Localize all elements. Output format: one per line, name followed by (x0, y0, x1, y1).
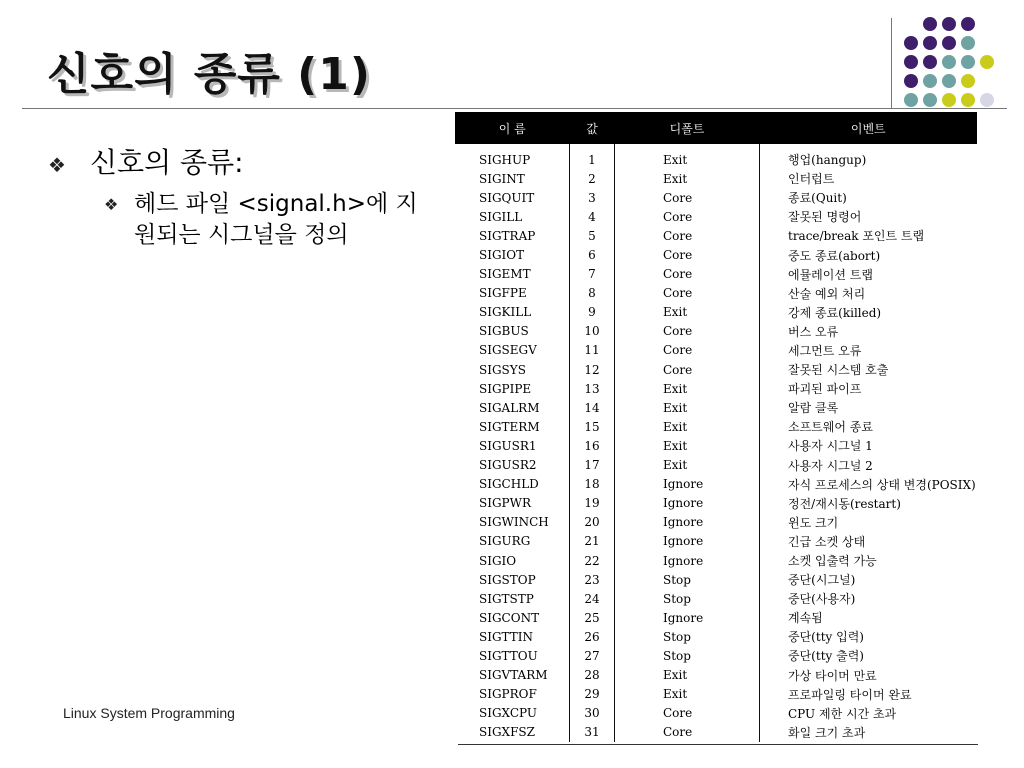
table-row (455, 417, 977, 436)
signal-value-cell: 25 (570, 608, 615, 627)
signal-name-cell: SIGUSR2 (479, 458, 537, 473)
decorative-dot (942, 36, 956, 50)
signal-event-cell: 윈도 크기 (788, 515, 839, 530)
decorative-dot (904, 93, 918, 107)
decorative-dot (980, 93, 994, 107)
signal-event-cell: 사용자 시그널 1 (788, 439, 873, 454)
signal-event-cell: 자식 프로세스의 상태 변경(POSIX) (788, 477, 976, 492)
signal-value-cell: 26 (570, 627, 615, 646)
signal-default-cell: Exit (615, 456, 760, 475)
signal-event-cell: 세그먼트 오류 (788, 343, 862, 358)
signal-default-cell: Core (615, 341, 760, 360)
signal-default-cell: Stop (615, 627, 760, 646)
signal-event-cell: 중단(사용자) (788, 592, 856, 607)
table-row (455, 570, 977, 589)
signal-value-cell: 13 (570, 379, 615, 398)
signal-name-cell: SIGFPE (479, 286, 527, 301)
signal-default-cell: Stop (615, 570, 760, 589)
signal-default-cell: Core (615, 360, 760, 379)
table-row (455, 646, 977, 665)
signal-name-cell: SIGPWR (479, 496, 531, 511)
bullet-item (48, 145, 428, 181)
signal-name-cell: SIGTRAP (479, 228, 536, 243)
table-row (455, 303, 977, 322)
signal-default-cell: Stop (615, 589, 760, 608)
header-event: 이벤트 (760, 112, 978, 144)
signal-default-cell: Core (615, 704, 760, 723)
signal-event-cell: 버스 오류 (788, 324, 839, 339)
signal-value-cell: 2 (570, 169, 615, 188)
signal-name-cell: SIGIO (479, 553, 517, 568)
signal-name-cell: SIGBUS (479, 324, 529, 339)
signal-event-cell: 종료(Quit) (788, 191, 847, 206)
table-row (455, 341, 977, 360)
decorative-dot (942, 17, 956, 31)
signal-event-cell: 인터럽트 (788, 172, 835, 187)
signal-event-cell: 프로파일링 타이머 완료 (788, 687, 912, 702)
signal-name-cell: SIGTERM (479, 419, 540, 434)
table-body (455, 144, 977, 742)
table-row (455, 589, 977, 608)
signal-name-cell: SIGURG (479, 534, 531, 549)
signal-event-cell: 중단(tty 출력) (788, 649, 864, 664)
table-row (455, 513, 977, 532)
signal-value-cell: 30 (570, 704, 615, 723)
signal-default-cell: Ignore (615, 513, 760, 532)
signal-value-cell: 17 (570, 456, 615, 475)
signal-table (455, 112, 977, 742)
table-row (455, 398, 977, 417)
signal-event-cell: 산술 예외 처리 (788, 286, 866, 301)
signal-value-cell: 27 (570, 646, 615, 665)
signal-default-cell: Exit (615, 303, 760, 322)
table-row (455, 207, 977, 226)
signal-default-cell: Stop (615, 646, 760, 665)
signal-value-cell: 11 (570, 341, 615, 360)
signal-name-cell: SIGCONT (479, 610, 540, 625)
signal-event-cell: 사용자 시그널 2 (788, 458, 873, 473)
signal-name-cell: SIGKILL (479, 305, 532, 320)
signal-value-cell: 7 (570, 265, 615, 284)
signal-name-cell: SIGEMT (479, 267, 531, 282)
signal-default-cell: Exit (615, 398, 760, 417)
signal-event-cell: 행업(hangup) (788, 153, 867, 168)
signal-value-cell: 15 (570, 417, 615, 436)
signal-value-cell: 10 (570, 322, 615, 341)
signal-name-cell: SIGHUP (479, 152, 531, 167)
signal-value-cell: 21 (570, 532, 615, 551)
decorative-dot (961, 55, 975, 69)
table-row (455, 265, 977, 284)
signal-value-cell: 31 (570, 723, 615, 742)
header-default: 디폴트 (615, 112, 760, 144)
table-row (455, 284, 977, 303)
signal-value-cell: 19 (570, 494, 615, 513)
signal-default-cell: Exit (615, 169, 760, 188)
signal-default-cell: Ignore (615, 608, 760, 627)
table-row (455, 456, 977, 475)
signal-event-cell: 소켓 입출력 가능 (788, 554, 877, 569)
decorative-dot (961, 36, 975, 50)
decorative-dot (961, 17, 975, 31)
signal-value-cell: 5 (570, 226, 615, 245)
signal-name-cell: SIGUSR1 (479, 438, 537, 453)
signal-event-cell: 중단(시그널) (788, 573, 856, 588)
vertical-divider (891, 18, 892, 108)
table-row (455, 627, 977, 646)
signal-event-cell: 중도 종료(abort) (788, 248, 881, 263)
table-row (455, 475, 977, 494)
decorative-dot (942, 55, 956, 69)
horizontal-divider (22, 108, 1007, 109)
signal-default-cell: Core (615, 188, 760, 207)
signal-value-cell: 8 (570, 284, 615, 303)
signal-default-cell: Exit (615, 666, 760, 685)
signal-default-cell: Core (615, 284, 760, 303)
signal-name-cell: SIGCHLD (479, 477, 539, 492)
signal-value-cell: 3 (570, 188, 615, 207)
table-row (455, 723, 977, 742)
signal-default-cell: Core (615, 322, 760, 341)
sub-bullet-text: 헤드 파일 <signal.h>에 지원되는 시그널을 정의 (134, 191, 418, 248)
signal-value-cell: 20 (570, 513, 615, 532)
table-row (455, 551, 977, 570)
decorative-dot (904, 74, 918, 88)
signal-value-cell: 29 (570, 685, 615, 704)
signal-value-cell: 14 (570, 398, 615, 417)
table-row (455, 436, 977, 455)
signal-value-cell: 6 (570, 245, 615, 264)
table-row (455, 226, 977, 245)
signal-value-cell: 22 (570, 551, 615, 570)
signal-event-cell: 정전/재시동(restart) (788, 496, 901, 511)
signal-default-cell: Exit (615, 436, 760, 455)
signal-name-cell: SIGPROF (479, 687, 537, 702)
table-bottom-rule (458, 744, 978, 745)
signal-name-cell: SIGILL (479, 209, 523, 224)
signal-value-cell: 4 (570, 207, 615, 226)
table-row (455, 169, 977, 188)
table-row (455, 494, 977, 513)
diamond-bullet-icon: ❖ (48, 153, 66, 177)
signal-event-cell: 중단(tty 입력) (788, 630, 864, 645)
footer-text: Linux System Programming (63, 705, 235, 721)
signal-name-cell: SIGVTARM (479, 668, 548, 683)
signal-name-cell: SIGTTIN (479, 629, 534, 644)
signal-event-cell: 파괴된 파이프 (788, 382, 862, 397)
bullet-text: 신호의 종류: (90, 146, 244, 179)
signal-name-cell: SIGINT (479, 171, 525, 186)
diamond-bullet-icon: ❖ (104, 195, 119, 214)
signal-event-cell: 가상 타이머 만료 (788, 668, 877, 683)
table-row (455, 532, 977, 551)
decorative-dot (961, 74, 975, 88)
signal-name-cell: SIGSYS (479, 362, 526, 377)
signal-default-cell: Exit (615, 144, 760, 169)
header-value: 값 (570, 112, 615, 144)
signal-name-cell: SIGSEGV (479, 343, 537, 358)
signal-default-cell: Ignore (615, 494, 760, 513)
signal-name-cell: SIGALRM (479, 400, 540, 415)
signal-name-cell: SIGPIPE (479, 381, 532, 396)
signal-default-cell: Ignore (615, 532, 760, 551)
table-row (455, 188, 977, 207)
signal-event-cell: 잘못된 명령어 (788, 210, 862, 225)
table-row (455, 608, 977, 627)
decorative-dot (923, 93, 937, 107)
table-row (455, 666, 977, 685)
signal-value-cell: 28 (570, 666, 615, 685)
signal-event-cell: 계속됨 (788, 611, 823, 626)
decorative-dot (942, 93, 956, 107)
signal-default-cell: Exit (615, 379, 760, 398)
slide-title: 신호의 종류 (1) (47, 49, 371, 100)
sub-bullet-item (90, 189, 428, 251)
signal-event-cell: 화일 크기 초과 (788, 725, 866, 740)
signal-value-cell: 9 (570, 303, 615, 322)
table-row (455, 322, 977, 341)
signal-value-cell: 16 (570, 436, 615, 455)
signal-event-cell: trace/break 포인트 트랩 (788, 229, 925, 244)
signal-name-cell: SIGXCPU (479, 706, 538, 721)
signal-event-cell: 소프트웨어 종료 (788, 420, 873, 435)
decorative-dot (923, 74, 937, 88)
signal-name-cell: SIGTSTP (479, 591, 534, 606)
signal-name-cell: SIGXFSZ (479, 725, 535, 740)
table-header-row (455, 112, 977, 144)
bullet-list (48, 145, 428, 251)
decorative-dot (923, 17, 937, 31)
signal-default-cell: Core (615, 226, 760, 245)
decorative-dot (961, 93, 975, 107)
signal-default-cell: Core (615, 265, 760, 284)
signal-event-cell: 강제 종료(killed) (788, 305, 882, 320)
signal-default-cell: Ignore (615, 551, 760, 570)
table-row (455, 685, 977, 704)
signal-name-cell: SIGWINCH (479, 515, 549, 530)
signal-value-cell: 24 (570, 589, 615, 608)
signal-value-cell: 18 (570, 475, 615, 494)
signal-value-cell: 12 (570, 360, 615, 379)
decorative-dot (904, 55, 918, 69)
signal-event-cell: CPU 제한 시간 초과 (788, 706, 897, 721)
signal-default-cell: Core (615, 207, 760, 226)
table-row (455, 144, 977, 169)
decorative-dot (923, 36, 937, 50)
signal-default-cell: Core (615, 723, 760, 742)
decorative-dot (980, 55, 994, 69)
signal-default-cell: Core (615, 245, 760, 264)
signal-value-cell: 1 (570, 144, 615, 169)
signal-default-cell: Exit (615, 685, 760, 704)
signal-name-cell: SIGSTOP (479, 572, 536, 587)
table-row (455, 379, 977, 398)
signal-name-cell: SIGIOT (479, 248, 525, 263)
signal-name-cell: SIGTTOU (479, 648, 538, 663)
table-row (455, 245, 977, 264)
signal-value-cell: 23 (570, 570, 615, 589)
signal-name-cell: SIGQUIT (479, 190, 535, 205)
table-row (455, 704, 977, 723)
decorative-dot (942, 74, 956, 88)
table-row (455, 360, 977, 379)
signal-event-cell: 잘못된 시스템 호출 (788, 363, 889, 378)
decorative-dot (923, 55, 937, 69)
header-name: 이 름 (455, 112, 570, 144)
signal-event-cell: 에뮬레이션 트랩 (788, 267, 873, 282)
decorative-dot (904, 36, 918, 50)
signal-default-cell: Ignore (615, 475, 760, 494)
signal-default-cell: Exit (615, 417, 760, 436)
signal-event-cell: 긴급 소켓 상태 (788, 534, 866, 549)
signal-event-cell: 알람 클록 (788, 401, 839, 416)
